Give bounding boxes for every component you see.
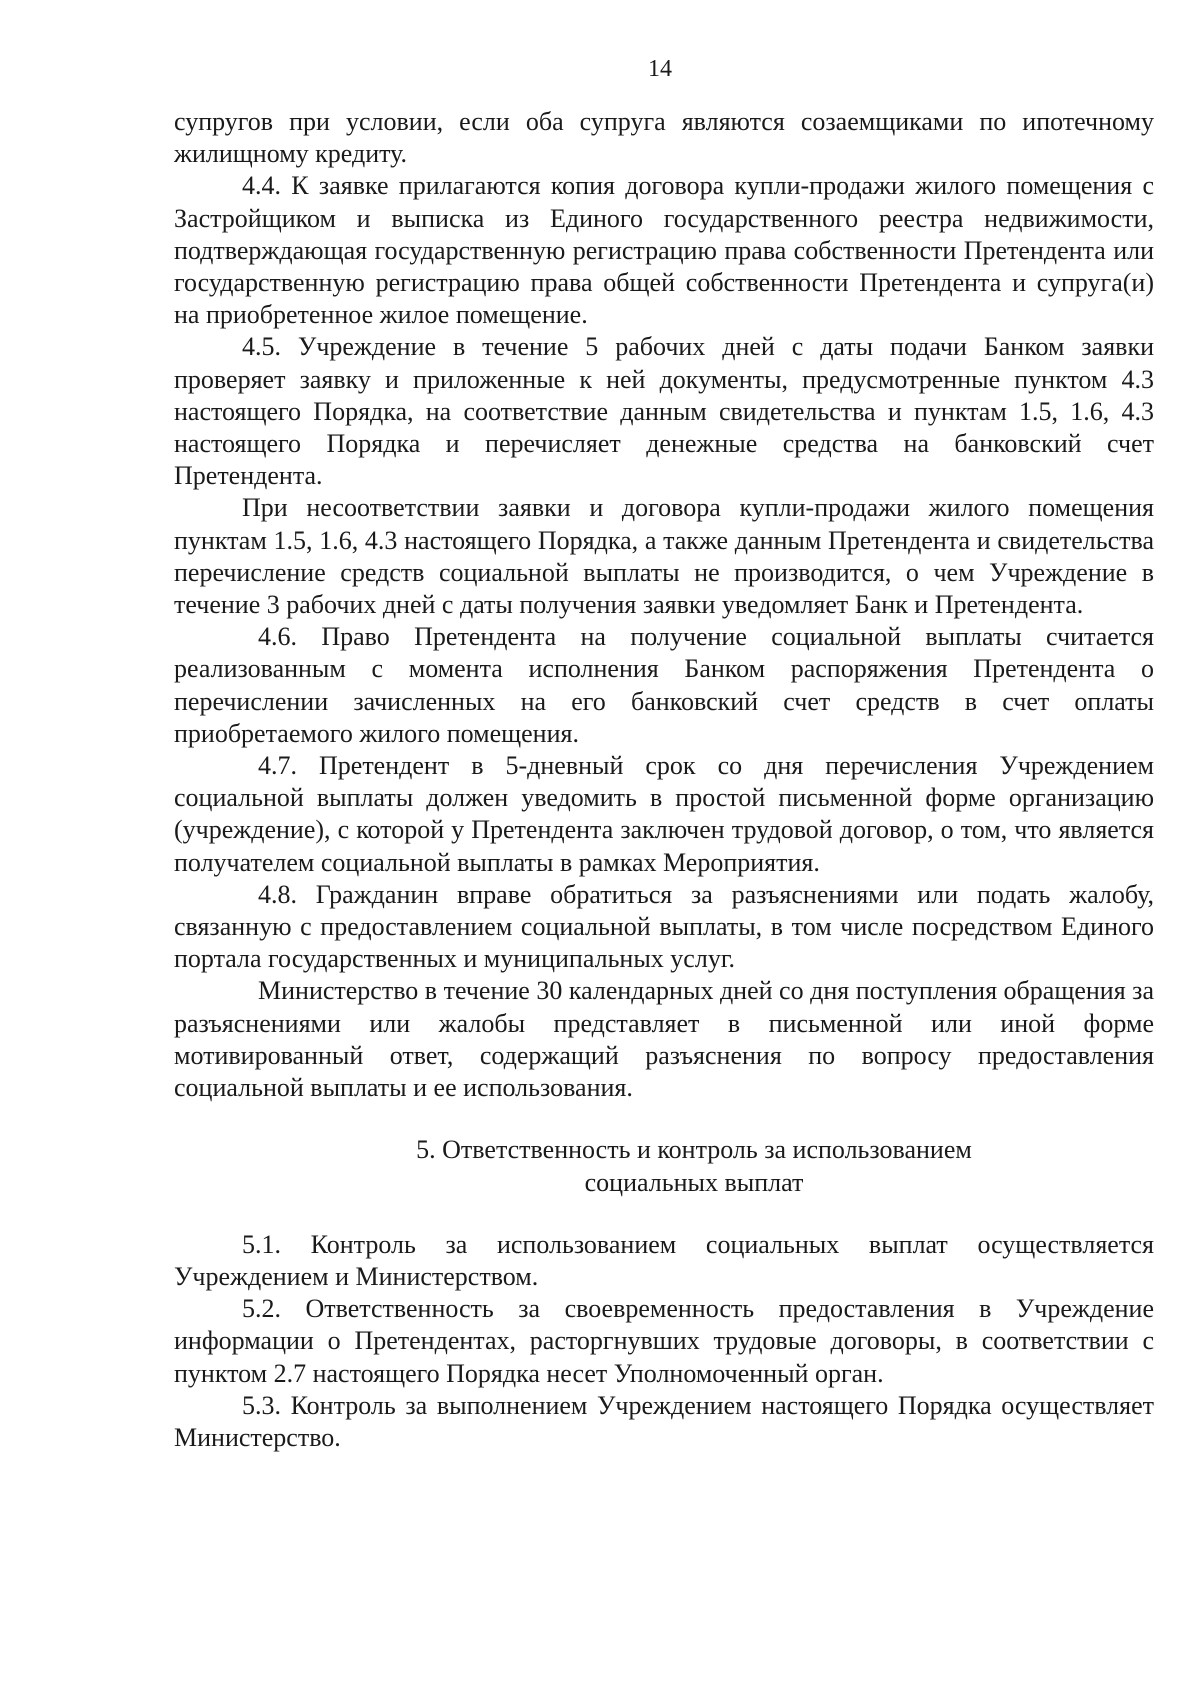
paragraph-4-8: 4.8. Гражданин вправе обратиться за разъяснениями или подать жалобу, связанную с предоставлением социальной выплаты, в том числе посредством Единого портала государственных и муниципальных услуг.: [174, 879, 1154, 974]
paragraph-4-4: 4.4. К заявке прилагаются копия договора купли-продажи жилого помещения с Застройщиком и выписка из Единого государственного реестра недвижимости, подтверждающая государственную регистрацию права собственности Претендента или государственную регистрацию права общей собственности Претендента и супруга(и) на приобретенное жилое помещение.: [174, 171, 1154, 330]
paragraph-5-1: 5.1. Контроль за использованием социальных выплат осуществляется Учреждением и Министерством.: [174, 1229, 1154, 1291]
document-body: [174, 106, 1154, 1454]
section-heading-line1: 5. Ответственность и контроль за использованием: [416, 1135, 972, 1165]
section-heading-line2: социальных выплат: [584, 1167, 804, 1197]
paragraph-4-7: 4.7. Претендент в 5-дневный срок со дня перечисления Учреждением социальной выплаты должен уведомить в простой письменной форме организацию (учреждение), с которой у Претендента заключен трудовой договор, о том, что является получателем социальной выплаты в рамках Мероприятия.: [174, 751, 1154, 877]
paragraph-5-2: 5.2. Ответственность за своевременность предоставления в Учреждение информации о Претендентах, расторгнувших трудовые договоры, в соответствии с пунктом 2.7 настоящего Порядка несет Уполномоченный орган.: [174, 1294, 1154, 1388]
paragraph-4-5-mismatch: При несоответствии заявки и договора купли-продажи жилого помещения пунктам 1.5, 1.6, 4.3 настоящего Порядка, а также данным Претендента и свидетельства перечисление средств социальной выплаты не производится, о чем Учреждение в течение 3 рабочих дней с даты получения заявки уведомляет Банк и Претендента.: [174, 493, 1154, 620]
paragraph-4-8-ministry: Министерство в течение 30 календарных дней со дня поступления обращения за разъяснениями или жалобы представляет в письменной или иной форме мотивированный ответ, содержащий разъяснения по вопросу предоставления социальной выплаты и ее использования.: [174, 976, 1154, 1103]
paragraph: супругов при условии, если оба супруга являются созаемщиками по ипотечному жилищному кредиту.: [174, 107, 1154, 169]
paragraph-4-6: 4.6. Право Претендента на получение социальной выплаты считается реализованным с момента исполнения Банком распоряжения Претендента о перечислении зачисленных на его банковский счет средств в счет оплаты приобретаемого жилого помещения.: [174, 622, 1154, 748]
section-heading: [174, 1134, 1154, 1198]
paragraph-5-3: 5.3. Контроль за выполнением Учреждением настоящего Порядка осуществляет Министерство.: [174, 1390, 1154, 1452]
page-number: 14: [648, 56, 672, 82]
paragraph-4-5: 4.5. Учреждение в течение 5 рабочих дней с даты подачи Банком заявки проверяет заявку и приложенные к ней документы, предусмотренные пунктом 4.3 настоящего Порядка, на соответствие данным свидетельства и пунктам 1.5, 1.6, 4.3 настоящего Порядка и перечисляет денежные средства на банковский счет Претендента.: [174, 332, 1154, 491]
